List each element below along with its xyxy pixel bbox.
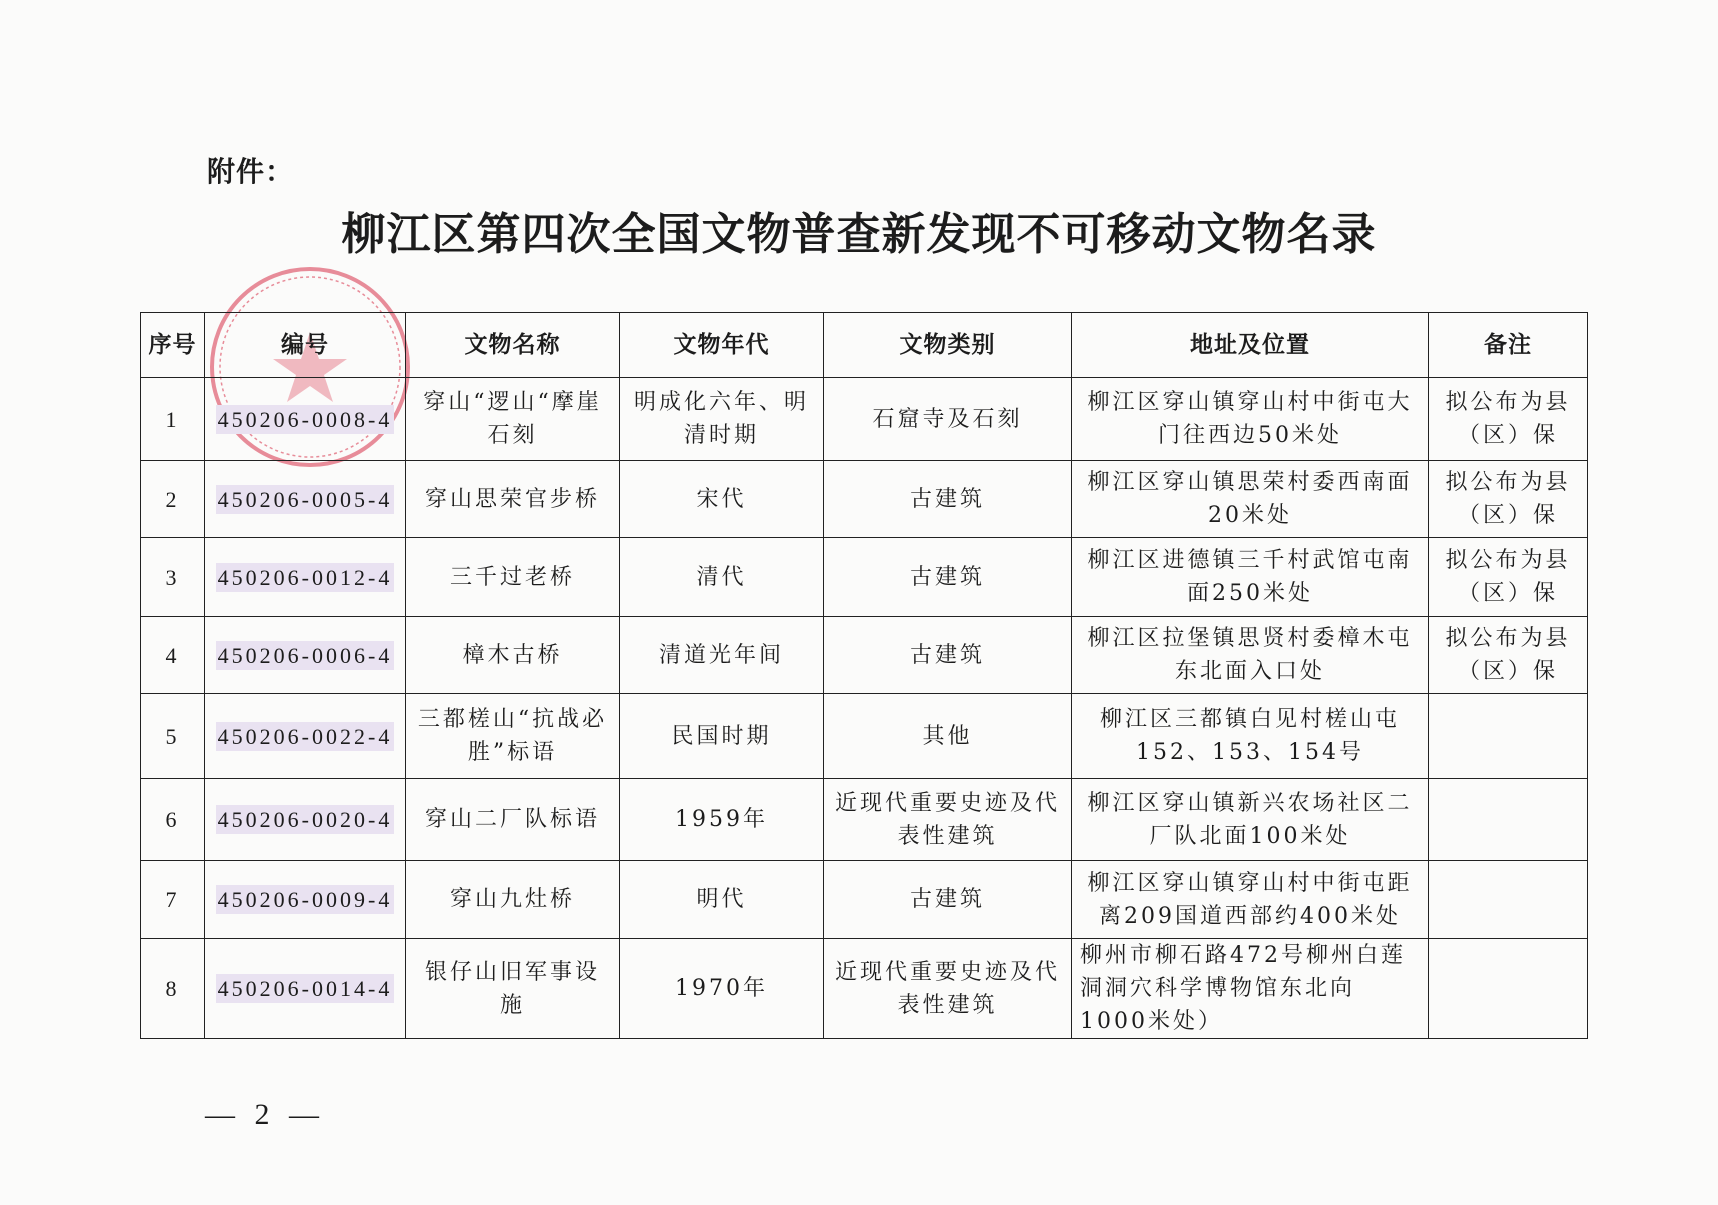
header-note: 备注 [1429,313,1588,378]
cell-code [205,694,406,779]
cell-note [1429,939,1588,1039]
cell-note: 拟公布为县（区）保 [1429,461,1588,538]
cell-address: 柳江区穿山镇穿山村中街屯距离209国道西部约400米处 [1072,861,1429,939]
cell-address: 柳江区穿山镇新兴农场社区二厂队北面100米处 [1072,779,1429,861]
cell-name: 樟木古桥 [406,617,620,694]
attachment-label: 附件： [207,155,295,188]
cell-code [205,378,406,461]
cell-note: 拟公布为县（区）保 [1429,538,1588,617]
table-row [141,939,1588,1039]
table-row [141,461,1588,538]
header-address: 地址及位置 [1072,313,1429,378]
cell-code [205,461,406,538]
cell-category: 古建筑 [824,538,1072,617]
cell-code [205,779,406,861]
table-header-row [141,313,1588,378]
cell-seq: 6 [141,779,205,861]
relics-table [140,312,1588,1039]
table-row [141,617,1588,694]
table-row [141,538,1588,617]
cell-category: 古建筑 [824,861,1072,939]
header-name: 文物名称 [406,313,620,378]
cell-code [205,617,406,694]
code-text: 450206-0008-4 [217,406,393,432]
cell-era: 民国时期 [620,694,824,779]
cell-seq: 2 [141,461,205,538]
table-row [141,694,1588,779]
cell-seq: 5 [141,694,205,779]
table-row [141,378,1588,461]
cell-era: 明成化六年、明清时期 [620,378,824,461]
cell-category: 古建筑 [824,461,1072,538]
cell-name: 三都槎山“抗战必胜”标语 [406,694,620,779]
cell-era: 明代 [620,861,824,939]
cell-category: 其他 [824,694,1072,779]
cell-name: 穿山“逻山“摩崖石刻 [406,378,620,461]
cell-era: 清道光年间 [620,617,824,694]
cell-era: 宋代 [620,461,824,538]
cell-name: 三千过老桥 [406,538,620,617]
cell-seq: 7 [141,861,205,939]
cell-seq: 8 [141,939,205,1039]
cell-era: 清代 [620,538,824,617]
cell-category: 近现代重要史迹及代表性建筑 [824,939,1072,1039]
cell-address: 柳江区进德镇三千村武馆屯南面250米处 [1072,538,1429,617]
cell-name: 银仔山旧军事设施 [406,939,620,1039]
cell-note: 拟公布为县（区）保 [1429,617,1588,694]
cell-seq: 4 [141,617,205,694]
cell-address: 柳江区三都镇白见村槎山屯152、153、154号 [1072,694,1429,779]
cell-note [1429,861,1588,939]
code-text: 450206-0020-4 [217,807,393,832]
page-title: 柳江区第四次全国文物普查新发现不可移动文物名录 [341,209,1377,260]
cell-address: 柳江区穿山镇思荣村委西南面20米处 [1072,461,1429,538]
code-text: 450206-0012-4 [217,564,393,590]
code-text: 450206-0022-4 [217,723,393,749]
cell-note: 拟公布为县（区）保 [1429,378,1588,461]
cell-seq: 1 [141,378,205,461]
cell-name: 穿山思荣官步桥 [406,461,620,538]
header-category: 文物类别 [824,313,1072,378]
cell-name: 穿山二厂队标语 [406,779,620,861]
cell-address: 柳江区拉堡镇思贤村委樟木屯东北面入口处 [1072,617,1429,694]
cell-code [205,538,406,617]
cell-era: 1970年 [620,939,824,1039]
cell-note [1429,694,1588,779]
cell-category: 近现代重要史迹及代表性建筑 [824,779,1072,861]
cell-address: 柳江区穿山镇穿山村中街屯大门往西边50米处 [1072,378,1429,461]
header-code: 编号 [205,313,406,378]
cell-code [205,861,406,939]
code-text: 450206-0014-4 [217,976,393,1001]
cell-category: 古建筑 [824,617,1072,694]
cell-category: 石窟寺及石刻 [824,378,1072,461]
cell-era: 1959年 [620,779,824,861]
code-text: 450206-0009-4 [217,887,393,912]
table-row [141,779,1588,861]
header-seq: 序号 [141,313,205,378]
cell-address: 柳州市柳石路472号柳州白莲洞洞穴科学博物馆东北向1000米处） [1072,939,1429,1039]
page-number: — 2 — [205,1098,325,1131]
cell-note [1429,779,1588,861]
cell-seq: 3 [141,538,205,617]
cell-name: 穿山九灶桥 [406,861,620,939]
header-era: 文物年代 [620,313,824,378]
code-text: 450206-0006-4 [217,642,393,668]
code-text: 450206-0005-4 [217,486,393,512]
table-row [141,861,1588,939]
cell-code [205,939,406,1039]
